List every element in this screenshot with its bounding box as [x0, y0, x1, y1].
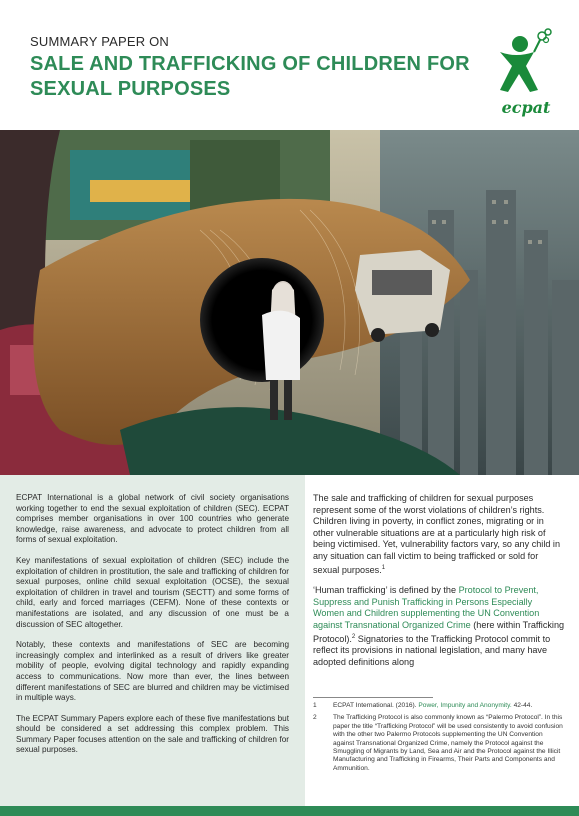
- page-kicker: SUMMARY PAPER ON: [30, 34, 170, 49]
- logo-text: ecpat: [501, 98, 551, 117]
- intro-paragraph-2: Key manifestations of sexual exploitation of children (SEC) include the exploitation of children in prostitution, the sale and trafficking of children for sexual purposes, online child sexual exploitation (OCSE), the sexual exploitation of children in travel and tourism (SECTT) and some forms of child, early and forced marriages (CEFM). None of these contexts or manifestations are isolated, and any discussion of one must be a discussion of SEC altogether.: [16, 555, 289, 629]
- page-header: [0, 0, 579, 130]
- ecpat-logo: [486, 26, 566, 116]
- footnote-divider: [313, 697, 433, 698]
- body-paragraph-1: [313, 493, 565, 576]
- footnote-text-a: ECPAT International. (2016).: [333, 702, 419, 709]
- ecpat-figure-icon: [486, 26, 566, 98]
- footnote-item: [313, 714, 565, 773]
- intro-paragraph-4: The ECPAT Summary Papers explore each of these five manifestations but should be considered a set addressing this complex problem. This Summary Paper focuses attention on the sale and trafficking of children for sexual purposes.: [16, 713, 289, 755]
- intro-panel: [0, 475, 305, 816]
- footnote-ref-1[interactable]: 1: [381, 564, 386, 571]
- footnote-text: The Trafficking Protocol is also commonly known as “Palermo Protocol”. In this paper the title “Trafficking Protocol” will be used consistently to avoid confusion with the other two Palermo Protocols supplementing the UN Convention against Transnational Organized Crime, namely the Protocol against the Smuggling of Migrants by Land, Sea and Air and the Protocol against the Illicit Manufacturing and Trafficking in Firearms, Their Parts and Components and Ammunition.: [333, 714, 563, 772]
- intro-paragraph-3: Notably, these contexts and manifestations of SEC are becoming increasingly complex and interlinked as a result of drivers like greater mobility of people, evolving digital technology and rapidly expanding access to communications. Now more than ever, the lines between different manifestations of SEC are blurred and children may be victimised in multiple ways.: [16, 640, 289, 703]
- content-area: [0, 475, 579, 816]
- body-paragraph-2: [313, 585, 565, 668]
- car-graphic: [355, 250, 450, 342]
- hero-collage-image: [0, 130, 579, 475]
- body-column: [313, 493, 565, 677]
- footnote-ref-2[interactable]: 2: [351, 633, 356, 640]
- collage-illustration: [0, 130, 579, 475]
- footnote-text: [333, 702, 565, 710]
- body-paragraph-2-text-a: ‘Human trafficking’ is defined by the: [313, 585, 459, 596]
- footnote-item: [313, 702, 565, 710]
- body-paragraph-2-text-c: Signatories to the Trafficking Protocol commit to reflect its provisions in national legislation, and many have adopted definitions along: [313, 633, 551, 667]
- power-impunity-link[interactable]: Power, Impunity and Anonymity.: [418, 702, 512, 709]
- footnote-number: 2: [313, 714, 317, 722]
- page-title: SALE AND TRAFFICKING OF CHILDREN FOR SEXUAL PURPOSES: [30, 53, 470, 100]
- footnote-number: 1: [313, 702, 317, 709]
- footnote-text-b: 42-44.: [511, 702, 533, 709]
- footnotes: [313, 702, 565, 777]
- intro-paragraph-1: ECPAT International is a global network of civil society organisations working together to end the sexual exploitation of children (SEC). ECPAT comprises member organisations in over 100 countries who generate knowledge, raise awareness, and advocate to protect children from all forms of sexual exploitation.: [16, 493, 289, 545]
- body-paragraph-1-text: The sale and trafficking of children for sexual purposes represent some of the worst violations of children’s rights. Children living in poverty, in conflict zones, migrating or in other vulnerable situations are at a particularly high risk of being victimised. Yet, vulnerability factors vary, so any child in any situation can fall victim to being trafficked or sold for sexual purposes.: [313, 493, 560, 575]
- bottom-brand-bar: [0, 806, 579, 816]
- body-paragraph-2-text-b: (here within Trafficking Protocol).: [313, 619, 565, 644]
- trafficking-protocol-link[interactable]: Protocol to Prevent, Suppress and Punish Trafficking in Persons Especially Women and Children supplementing the UN Convention against Transnational Organized Crime: [313, 585, 540, 630]
